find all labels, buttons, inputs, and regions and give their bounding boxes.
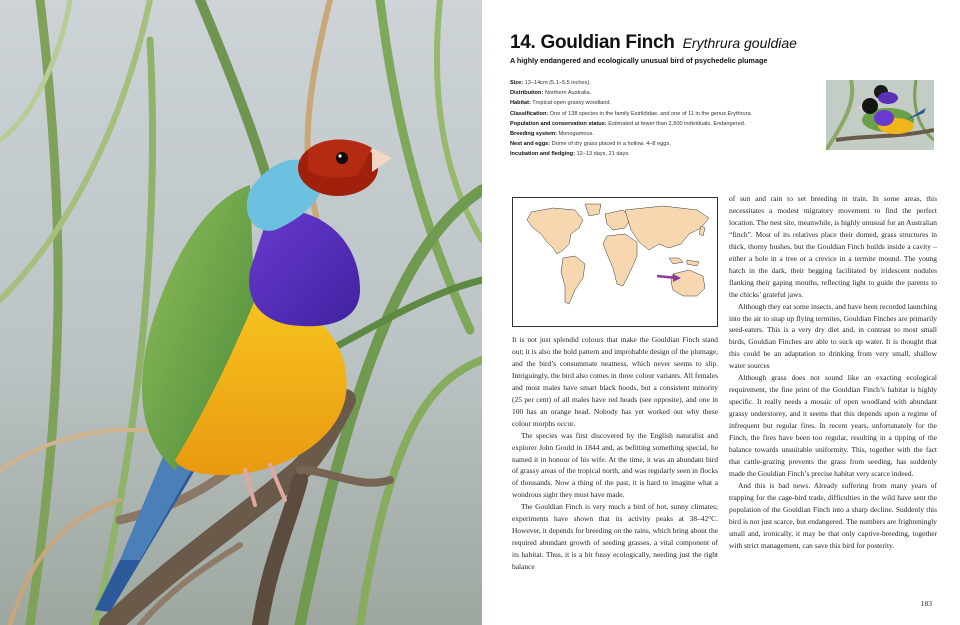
fact-nest: Nest and eggs: Dome of dry grass placed in a hollow. 4–8 eggs.	[510, 141, 671, 148]
fact-distribution: Distribution: Northern Australia.	[510, 90, 592, 97]
species-subtitle: A highly endangered and ecologically unusual bird of psychedelic plumage	[510, 56, 768, 65]
latin-name: Erythrura gouldiae	[682, 35, 797, 51]
species-title: 14. Gouldian Finch	[510, 32, 675, 53]
fact-box	[510, 78, 810, 160]
fact-habitat: Habitat: Tropical open grassy woodland.	[510, 100, 612, 107]
fact-size: Size: 13–14cm (5.1–5.5 inches).	[510, 80, 591, 86]
paragraph: It is not just splendid colours that make the Gouldian Finch stand out; it is also the bold pattern and improbable design of the plumage, and the bird’s consummate neatness, which never seems to slip. Intriguingly, the bird also comes in three colour variants. All females and most males have smart black hoods, but a consistent minority (25 per cent) of all males have red heads (see opposite), and one in 100 has an orange head. Nobody has yet worked out why these colour morphs occur.	[512, 335, 718, 428]
body-column-left	[512, 334, 718, 573]
paragraph: The Gouldian Finch is very much a bird of hot, sunny climates; experiments have shown that its activity peaks at 38–42°C. However, it depends for breeding on the rains, which bring about the required abundant growth of seeding grasses, a vital component of its habitat. Thus, it is a bit fussy ecologically, needing just the right balance	[512, 502, 718, 572]
paragraph: And this is bad news. Already suffering from many years of trapping for the cage-bird trade, difficulties in the wild have sent the population of the Gouldian Finch into a sharp decline. Suddenly this bird is not just scarce, but endangered. The numbers are frighteningly small and, ironically, it may be that only captive-breeding, together with strict management, can save this bird for posterity.	[729, 480, 937, 550]
paragraph: The species was first discovered by the English naturalist and explorer John Gould in 1844 and, as befitting something special, he named it in honour of his wife. At the time, it was an abundant bird of grassy areas of the tropical north, and was regularly seen in flocks of thousands. Now a thing of the past, it is hard to imagine what a wondrous sight they must have made.	[512, 430, 718, 500]
paragraph: Although grass does not sound like an exacting ecological requirement, the fine print of the Gouldian Finch’s habitat is highly specific. It really needs a mosaic of open woodland with abundant grassy understorey, and it seems that this depends upon a regime of infrequent but regular fires. In recent years, unfortunately for the Finch, the fires have been too regular, resulting in a tipping of the balance towards unsuitable uniformity. This, together with the fact that cattle-grazing prevents the grass from seeding, has suddenly made the Gouldian Finch’s precise habitat very scarce indeed.	[729, 373, 937, 478]
fact-classification: Classification: One of 138 species in the family Estrildidae, and one of 11 in the genus Erythrura.	[510, 110, 753, 117]
body-column-right	[729, 193, 937, 552]
species-heading	[510, 32, 797, 54]
paragraph: Although they eat some insects, and have been recorded launching into the air to snap up flying termites, Gouldian Finches are primarily seed-eaters. This is a very dry diet and, in contrast to most small birds, Gouldian Finches are able to suck up water. It is thought that this could be an adaptation to drinking from very small, shallow water sources	[729, 301, 937, 371]
page-number: 183	[920, 599, 932, 608]
paragraph: of sun and rain to set breeding in train. In some areas, this necessitates a modest migratory movement to find the perfect location. The nest site, meanwhile, is highly unusual for an Australian “finch”. Most of its relatives place their domed, grass structures in thick, thorny bushes, but the Gouldian Finch builds inside a cavity – either a hole in a tree or a crevice in a termite mound. The young hatch in the dark, their begging facilitated by iridescent nodules flanking their gaping mouths, reflecting light to guide the parents to the chicks’ grateful jaws.	[729, 194, 937, 299]
text-page	[482, 0, 960, 625]
fact-population: Population and conservation status: Estimated at fewer than 2,500 individuals. Endangered.	[510, 120, 746, 127]
fact-breeding: Breeding system: Monogamous.	[510, 131, 594, 138]
distribution-map	[512, 197, 718, 327]
thumbnail-photo	[826, 80, 934, 150]
world-map	[513, 198, 717, 326]
fact-incubation: Incubation and fledging: 12–13 days, 21 days.	[510, 151, 630, 158]
black-headed-finch-image	[826, 80, 934, 150]
